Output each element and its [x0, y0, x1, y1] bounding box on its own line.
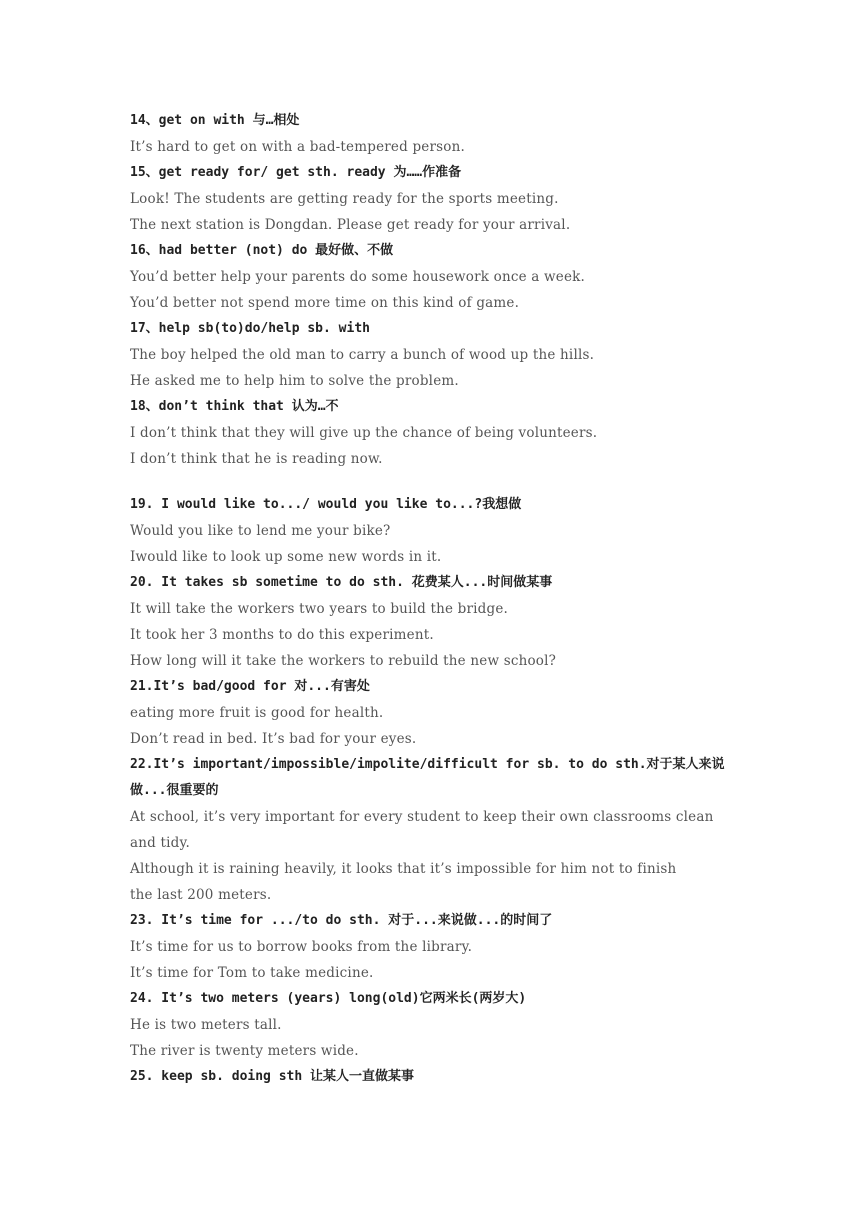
phrase-heading: 16、had better (not) do 最好做、不做: [130, 243, 394, 258]
phrase-heading: 做...很重要的: [130, 783, 219, 798]
example-sentence: Don’t read in bed. It’s bad for your eyes.: [130, 731, 417, 747]
phrase-heading: 19. I would like to.../ would you like to...?我想做: [130, 497, 522, 512]
phrase-heading: 14、get on with 与…相处: [130, 113, 300, 128]
example-sentence: He is two meters tall.: [130, 1017, 282, 1033]
example-sentence: Would you like to lend me your bike?: [130, 523, 391, 539]
document-body: [130, 108, 740, 1090]
example-sentence: The boy helped the old man to carry a bunch of wood up the hills.: [130, 347, 595, 363]
phrase-heading: 17、help sb(to)do/help sb. with: [130, 321, 370, 336]
example-sentence: Although it is raining heavily, it looks that it’s impossible for him not to finish: [130, 861, 677, 877]
example-sentence: It will take the workers two years to build the bridge.: [130, 601, 509, 617]
example-sentence: It took her 3 months to do this experiment.: [130, 627, 434, 643]
section-spacer: [130, 472, 740, 492]
phrase-heading: 22.It’s important/impossible/impolite/difficult for sb. to do sth.对于某人来说: [130, 757, 725, 772]
example-sentence: Look! The students are getting ready for the sports meeting.: [130, 191, 559, 207]
example-sentence: It’s time for Tom to take medicine.: [130, 965, 374, 981]
example-sentence: The river is twenty meters wide.: [130, 1043, 359, 1059]
phrase-heading: 20. It takes sb sometime to do sth. 花费某人...时间做某事: [130, 575, 553, 590]
phrase-heading: 21.It’s bad/good for 对...有害处: [130, 679, 370, 694]
phrase-heading: 25. keep sb. doing sth 让某人一直做某事: [130, 1069, 415, 1084]
example-sentence: You’d better help your parents do some housework once a week.: [130, 269, 586, 285]
phrase-heading: 15、get ready for/ get sth. ready 为……作准备: [130, 165, 462, 180]
example-sentence: It’s time for us to borrow books from the library.: [130, 939, 473, 955]
example-sentence: Iwould like to look up some new words in it.: [130, 549, 442, 565]
example-sentence: It’s hard to get on with a bad-tempered person.: [130, 139, 465, 155]
example-sentence: The next station is Dongdan. Please get ready for your arrival.: [130, 217, 571, 233]
example-sentence: I don’t think that he is reading now.: [130, 451, 383, 467]
example-sentence: eating more fruit is good for health.: [130, 705, 384, 721]
example-sentence: You’d better not spend more time on this kind of game.: [130, 295, 520, 311]
example-sentence: I don’t think that they will give up the chance of being volunteers.: [130, 425, 598, 441]
example-sentence: the last 200 meters.: [130, 887, 272, 903]
example-sentence: At school, it’s very important for every student to keep their own classrooms clean: [130, 809, 714, 825]
phrase-heading: 18、don’t think that 认为…不: [130, 399, 339, 414]
phrase-heading: 24. It’s two meters (years) long(old)它两米长(两岁大): [130, 991, 527, 1006]
example-sentence: He asked me to help him to solve the problem.: [130, 373, 459, 389]
example-sentence: and tidy.: [130, 835, 190, 851]
example-sentence: How long will it take the workers to rebuild the new school?: [130, 653, 557, 669]
phrase-heading: 23. It’s time for .../to do sth. 对于...来说做...的时间了: [130, 913, 553, 928]
